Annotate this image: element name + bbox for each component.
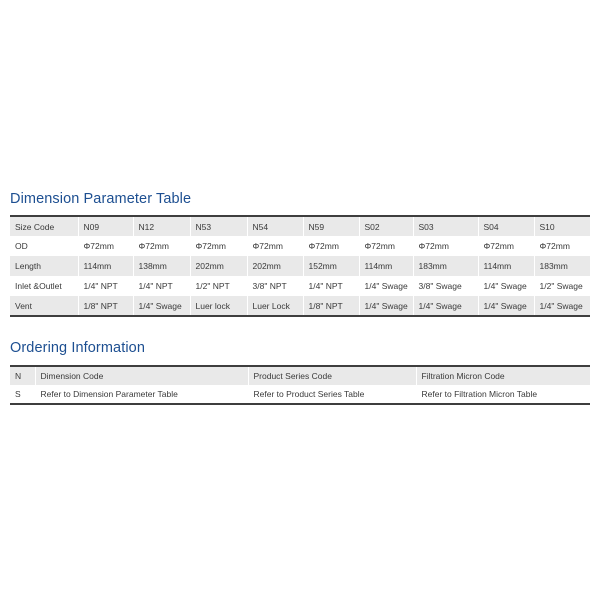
dimension-parameter-table [10, 215, 590, 317]
table-cell: N54 [247, 216, 303, 236]
table-cell: S10 [534, 216, 590, 236]
table-cell: 114mm [78, 256, 133, 276]
table-cell: Refer to Filtration Micron Table [416, 385, 590, 404]
table-cell: N59 [303, 216, 359, 236]
row-label: Vent [10, 296, 78, 316]
table-cell: Filtration Micron Code [416, 366, 590, 385]
table-cell: 183mm [534, 256, 590, 276]
table-cell: 202mm [190, 256, 247, 276]
table-cell: 3/8" Swage [413, 276, 478, 296]
table-cell: 152mm [303, 256, 359, 276]
table-cell: Luer Lock [247, 296, 303, 316]
table-cell: 138mm [133, 256, 190, 276]
table-cell: Φ72mm [534, 236, 590, 256]
table-row-od [10, 236, 590, 256]
table-cell: Φ72mm [413, 236, 478, 256]
table-cell: 3/8" NPT [247, 276, 303, 296]
table-cell: N09 [78, 216, 133, 236]
row-key: N [10, 366, 35, 385]
table-cell: 114mm [359, 256, 413, 276]
ordering-information-table [10, 365, 590, 405]
table-cell: 1/4" Swage [359, 276, 413, 296]
table-row-inlet-outlet [10, 276, 590, 296]
table-cell: 1/2" NPT [190, 276, 247, 296]
table-cell: Φ72mm [359, 236, 413, 256]
table-row-length [10, 256, 590, 276]
row-label: OD [10, 236, 78, 256]
table-cell: 1/4" Swage [133, 296, 190, 316]
table-cell: 1/8" NPT [78, 296, 133, 316]
table-row-size-code [10, 216, 590, 236]
table-cell: S04 [478, 216, 534, 236]
table-cell: 1/4" NPT [133, 276, 190, 296]
row-label: Size Code [10, 216, 78, 236]
table-cell: 114mm [478, 256, 534, 276]
table-cell: Φ72mm [133, 236, 190, 256]
row-label: Inlet &Outlet [10, 276, 78, 296]
table-cell: Φ72mm [247, 236, 303, 256]
row-key: S [10, 385, 35, 404]
table-cell: Product Series Code [248, 366, 416, 385]
table-cell: 1/4" Swage [413, 296, 478, 316]
table-cell: Φ72mm [78, 236, 133, 256]
table-cell: 1/2" Swage [534, 276, 590, 296]
table-cell: 202mm [247, 256, 303, 276]
table-cell: 1/8" NPT [303, 296, 359, 316]
table-cell: Dimension Code [35, 366, 248, 385]
table-cell: N53 [190, 216, 247, 236]
table-cell: S03 [413, 216, 478, 236]
table-cell: 1/4" Swage [359, 296, 413, 316]
ordering-information-title: Ordering Information [10, 340, 145, 356]
dimension-table-title: Dimension Parameter Table [10, 191, 192, 207]
table-row [10, 385, 590, 404]
table-cell: Luer lock [190, 296, 247, 316]
table-row-vent [10, 296, 590, 316]
table-cell: Refer to Dimension Parameter Table [35, 385, 248, 404]
table-cell: 1/4" Swage [478, 296, 534, 316]
table-cell: 183mm [413, 256, 478, 276]
table-cell: 1/4" Swage [478, 276, 534, 296]
table-cell: 1/4" NPT [78, 276, 133, 296]
table-cell: 1/4" Swage [534, 296, 590, 316]
table-cell: 1/4" NPT [303, 276, 359, 296]
table-cell: Refer to Product Series Table [248, 385, 416, 404]
table-cell: Φ72mm [190, 236, 247, 256]
table-cell: Φ72mm [303, 236, 359, 256]
table-cell: S02 [359, 216, 413, 236]
row-label: Length [10, 256, 78, 276]
table-cell: Φ72mm [478, 236, 534, 256]
table-cell: N12 [133, 216, 190, 236]
table-row [10, 366, 590, 385]
